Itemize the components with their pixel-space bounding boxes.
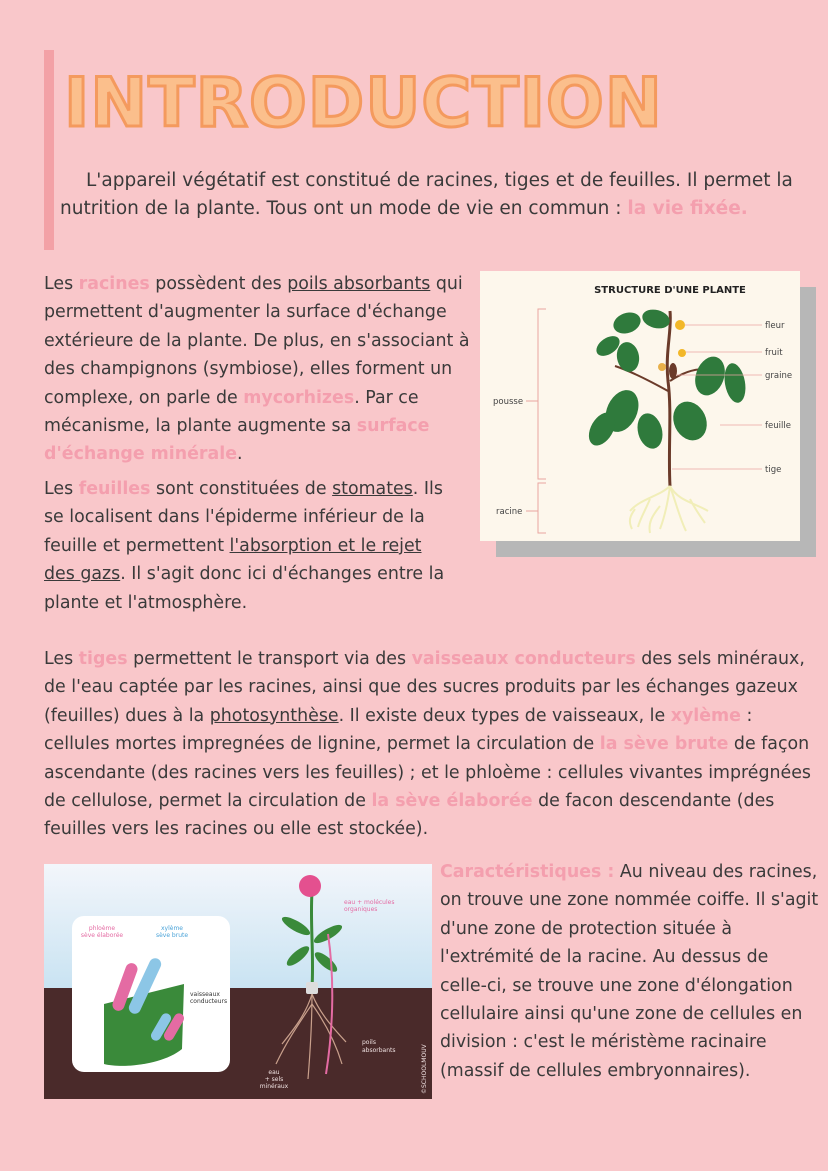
roots-paragraph — [44, 270, 480, 469]
label-organiques: organiques — [344, 906, 378, 913]
label-conducteurs: conducteurs — [190, 998, 228, 1005]
stems-highlight-xyleme: xylème — [670, 705, 741, 726]
roots-highlight-surface: surface d'échange minérale — [44, 416, 430, 465]
label-tige: tige — [765, 465, 782, 475]
intro-text: L'appareil végétatif est constitué de racines, tiges et de feuilles. Il permet la nutrition de la plante. Tous ont un mode de vie en commun : — [60, 169, 793, 219]
roots-highlight-mycorhizes: mycorhizes — [243, 387, 355, 408]
plant-flowers — [658, 320, 686, 379]
flower-stem — [311, 892, 312, 988]
label-seve-elaboree: sève élaborée — [80, 932, 124, 939]
leaves-text-4: . Il s'agit donc ici d'échanges entre la plante et l'atmosphère. — [44, 564, 445, 613]
stems-underline-photosynthese: photosynthèse — [209, 705, 339, 726]
plant-stem — [667, 311, 670, 486]
root-vessels-diagram — [44, 864, 432, 1099]
roots-text-3: qui permettent d'augmenter la surface d'échange extérieure de la plante. De plus, en s'associant à des champignons (symbiose), elles forment un complexe, on parle de — [44, 274, 470, 408]
characteristics-highlight: Caractéristiques : — [440, 862, 615, 882]
root-vessels-figure — [44, 864, 432, 1099]
label-sels: + sels — [264, 1076, 284, 1083]
label-pousse: pousse — [493, 397, 524, 407]
stem-collar — [306, 982, 318, 994]
label-eau: eau — [268, 1069, 280, 1076]
pousse-bracket — [538, 309, 546, 479]
label-fleur: fleur — [765, 321, 785, 331]
stems-text-2: permettent le transport via des — [127, 649, 412, 669]
label-fruit: fruit — [765, 348, 783, 358]
accent-bar — [44, 50, 54, 250]
leaves-underline-absorption: l'absorption et le rejet des gazs — [44, 535, 422, 585]
plant-diagram — [480, 271, 800, 541]
stems-highlight-vaisseaux: vaisseaux conducteurs — [411, 649, 636, 669]
leaves-paragraph — [44, 475, 456, 617]
roots-text-2: possèdent des — [149, 274, 288, 294]
intro-paragraph — [60, 167, 795, 223]
plant-leaves — [583, 307, 748, 452]
label-feuille: feuille — [765, 421, 791, 431]
page-title: INTRODUCTION — [64, 64, 663, 143]
label-eau-molecules: eau + molécules — [344, 899, 395, 906]
leaves-text-1: Les — [44, 479, 79, 499]
leaves-underline-stomates: stomates — [332, 479, 413, 499]
flower-head — [299, 875, 321, 897]
label-seve-brute: sève brute — [155, 932, 189, 939]
credit-text: ©SCHOOLMOUV — [421, 1044, 428, 1094]
leaves-highlight-feuilles: feuilles — [78, 479, 151, 499]
characteristics-paragraph — [440, 858, 820, 1085]
stems-highlight-seve-brute: la sève brute — [599, 734, 729, 755]
roots-text-5: . — [237, 444, 243, 465]
label-graine: graine — [765, 371, 793, 381]
label-xyleme: xylème — [161, 925, 183, 932]
roots-highlight-racines: racines — [78, 274, 150, 294]
intro-end: . — [740, 197, 748, 219]
leaves-text-2: sont constituées de — [150, 479, 333, 499]
stems-text-6: de façon ascendante (des racines vers les feuilles) ; et le phloème : cellules vivantes imprégnées de cellulose, permet la circulation de — [44, 734, 811, 812]
roots-text-4: . Par ce mécanisme, la plante augmente sa — [44, 387, 419, 437]
stems-text-1: Les — [44, 649, 79, 669]
racine-bracket — [538, 483, 546, 533]
stems-highlight-tiges: tiges — [78, 649, 128, 669]
label-poils: poils — [362, 1039, 376, 1046]
plant-roots — [630, 486, 708, 533]
stems-highlight-seve-elaboree: la sève élaborée — [371, 791, 533, 812]
label-leader-lines — [672, 325, 762, 469]
label-vaisseaux: vaisseaux — [190, 991, 220, 998]
stems-text-7: de facon descendante (des feuilles vers les racines ou elle est stockée). — [44, 791, 775, 840]
stems-text-3: des sels minéraux, de l'eau captée par les racines, ainsi que des sucres produits par les échanges gazeux (feuilles) dues à la — [44, 649, 805, 726]
label-mineraux: minéraux — [259, 1083, 289, 1090]
label-racine: racine — [496, 507, 523, 517]
characteristics-text: Au niveau des racines, on trouve une zone nommée coiffe. Il s'agit d'une zone de protection située à l'extrémité de la racine. Au dessus de celle-ci, se trouve une zone d'élongation cellulaire ainsi qu'une zone de cellules en division : c'est le méristème racinaire (massif de cellules embryonnaires). — [440, 862, 819, 1081]
plant-structure-figure — [480, 271, 800, 541]
intro-highlight: la vie fixée — [627, 197, 741, 219]
roots-underline-poils: poils absorbants — [287, 274, 431, 294]
leaves-text-3: . Ils se localisent dans l'épiderme inférieur de la feuille et permettent — [44, 479, 443, 556]
plant-figure-title: STRUCTURE D'UNE PLANTE — [594, 285, 746, 296]
label-absorbants: absorbants — [362, 1047, 396, 1054]
stems-paragraph — [44, 645, 819, 844]
roots-text-1: Les — [44, 274, 79, 294]
label-phloeme: phloème — [88, 925, 116, 932]
stems-text-4: . Il existe deux types de vaisseaux, le — [338, 705, 671, 726]
stems-text-5: : cellules mortes impregnées de lignine, permet la circulation de — [44, 705, 753, 755]
